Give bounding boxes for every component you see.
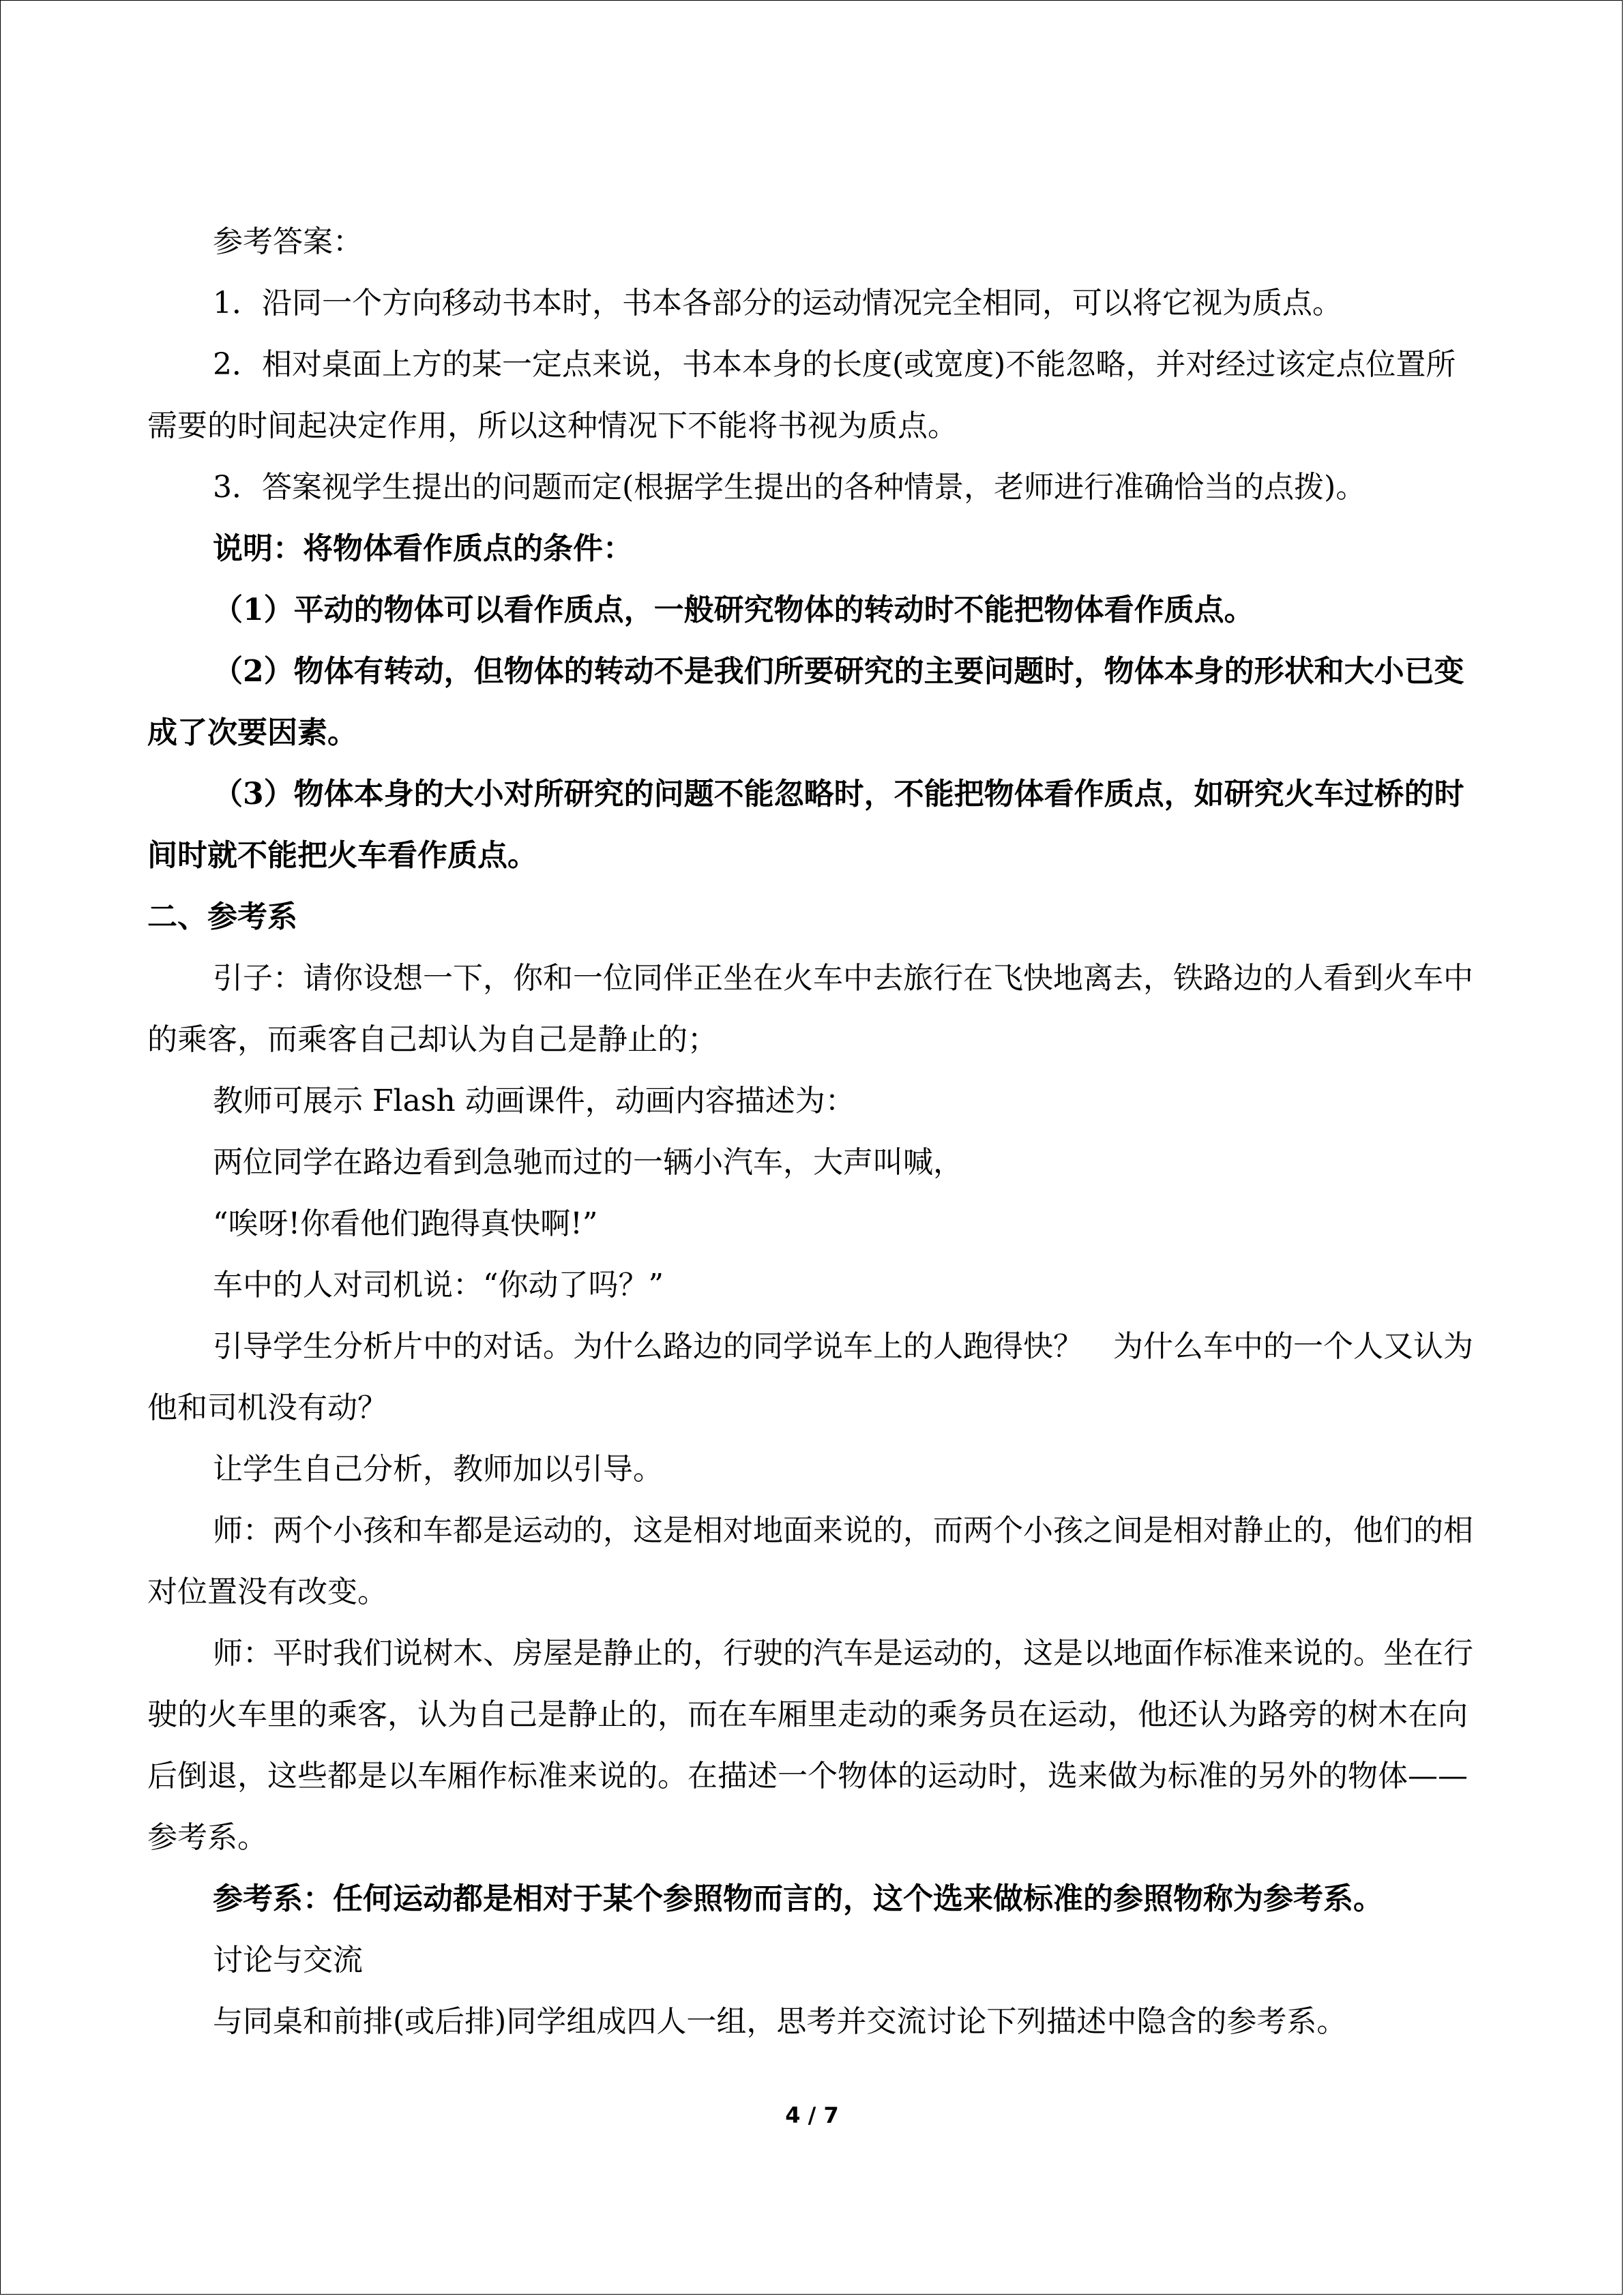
paragraph-quote-1: “唉呀!你看他们跑得真快啊!”	[213, 1206, 598, 1241]
paragraph-intro: 引子：请你设想一下，你和一位同伴正坐在火车中去旅行在飞快地离去，铁路边的人看到火车中的乘客，而乘客自己却认为自己是静止的；	[147, 961, 1473, 1057]
paragraph-answer-3: 3．答案视学生提出的问题而定(根据学生提出的各种情景，老师进行准确恰当的点拨)。	[213, 470, 1366, 505]
paragraph-flash-demo: 教师可展示 Flash 动画课件，动画内容描述为：	[213, 1084, 855, 1118]
paragraph-note-2: （2）物体有转动，但物体的转动不是我们所要研究的主要问题时，物体本身的形状和大小已变成了次要因素。	[147, 654, 1464, 750]
paragraph-answer-1: 1．沿同一个方向移动书本时，书本各部分的运动情况完全相同，可以将它视为质点。	[213, 286, 1342, 320]
paragraph-discussion-heading: 讨论与交流	[213, 1943, 363, 1978]
paragraph-guide: 引导学生分析片中的对话。为什么路边的同学说车上的人跑得快？ 为什么车中的一个人又认为他和司机没有动？	[147, 1329, 1473, 1425]
paragraph-discussion-task: 与同桌和前排(或后排)同学组成四人一组，思考并交流讨论下列描述中隐含的参考系。	[213, 2004, 1347, 2039]
paragraph-scene: 两位同学在路边看到急驰而过的一辆小汽车，大声叫喊，	[213, 1145, 963, 1180]
paragraph-note-1: （1）平动的物体可以看作质点，一般研究物体的转动时不能把物体看作质点。	[213, 593, 1254, 627]
paragraph-teacher-2: 师：平时我们说树木、房屋是静止的，行驶的汽车是运动的，这是以地面作标准来说的。坐在行驶的火车里的乘客，认为自己是静止的，而在车厢里走动的乘务员在运动，他还认为路旁的树木在向后倒退，这些都是以车厢作标准来说的。在描述一个物体的运动时，选来做为标准的另外的物体——参考系。	[147, 1636, 1473, 1855]
paragraph-quote-2: 车中的人对司机说：“你动了吗？”	[213, 1268, 664, 1302]
paragraph-self-analysis: 让学生自己分析，教师加以引导。	[213, 1452, 663, 1487]
document-body	[147, 211, 1477, 2053]
section-heading-reference-frame: 二、参考系	[147, 899, 297, 934]
paragraph-definition: 参考系：任何运动都是相对于某个参照物而言的，这个选来做标准的参照物称为参考系。	[213, 1881, 1383, 1916]
paragraph-answer-heading: 参考答案：	[213, 224, 363, 259]
paragraph-teacher-1: 师：两个小孩和车都是运动的，这是相对地面来说的，而两个小孩之间是相对静止的，他们的相对位置没有改变。	[147, 1513, 1473, 1609]
paragraph-answer-2: 2．相对桌面上方的某一定点来说，书本本身的长度(或宽度)不能忽略，并对经过该定点位置所需要的时间起决定作用，所以这种情况下不能将书视为质点。	[147, 347, 1456, 443]
page-number: 4 / 7	[785, 2102, 839, 2128]
paragraph-note-3: （3）物体本身的大小对所研究的问题不能忽略时，不能把物体看作质点，如研究火车过桥的时间时就不能把火车看作质点。	[147, 777, 1464, 873]
paragraph-note-heading: 说明：将物体看作质点的条件：	[213, 531, 633, 566]
